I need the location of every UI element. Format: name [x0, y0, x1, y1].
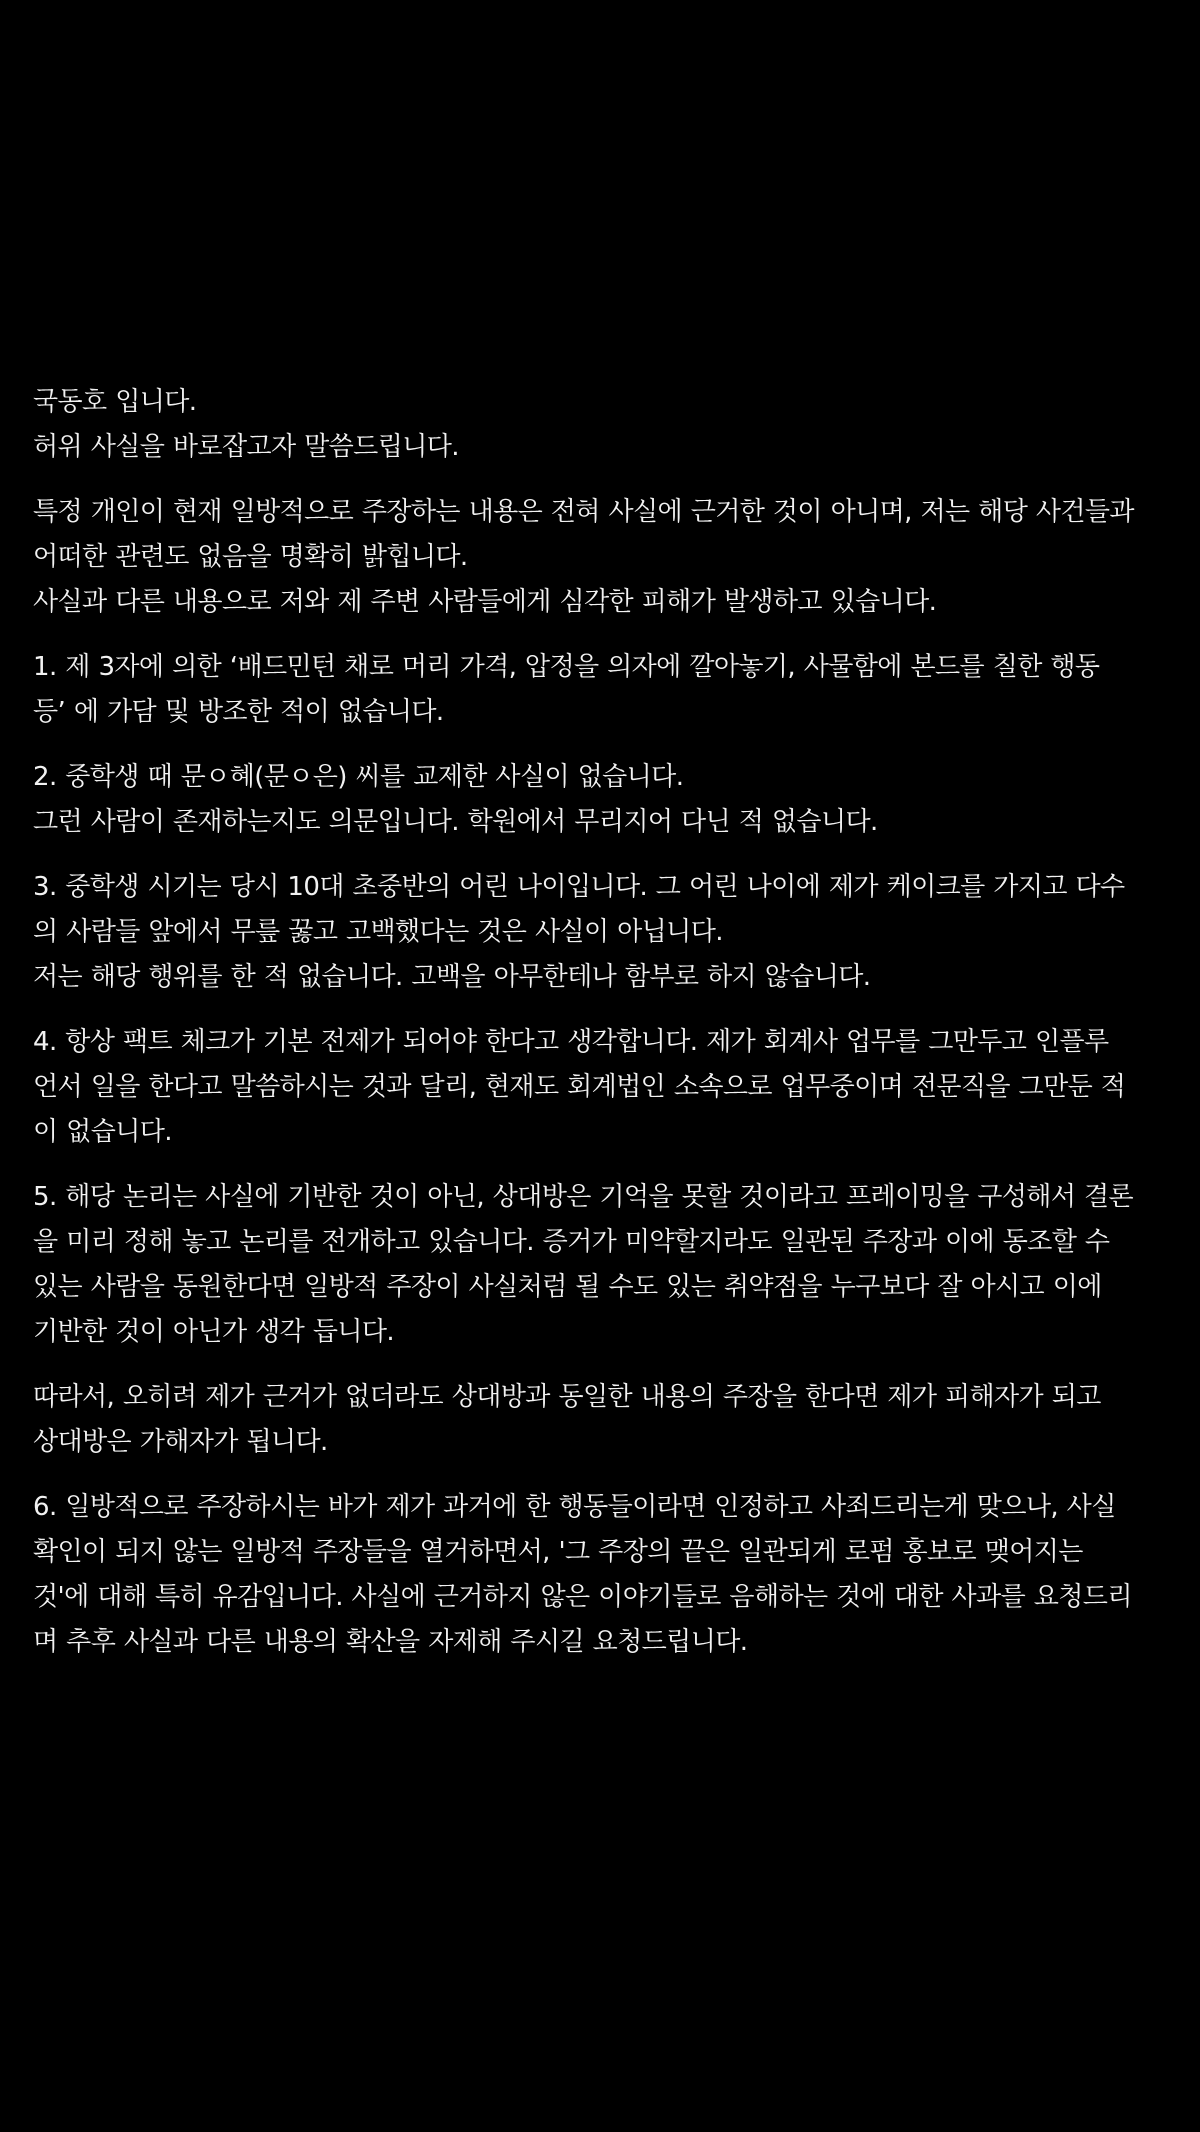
point-5-paragraph: [33, 1175, 1173, 1355]
text-line: 기반한 것이 아닌가 생각 듭니다.: [33, 1317, 395, 1347]
text-line: 6. 일방적으로 주장하시는 바가 제가 과거에 한 행동들이라면 인정하고 사죄드리는게 맞으나, 사실: [33, 1492, 1116, 1522]
text-line: 5. 해당 논리는 사실에 기반한 것이 아닌, 상대방은 기억을 못할 것이라고 프레이밍을 구성해서 결론: [33, 1182, 1134, 1212]
text-line: 국동호 입니다.: [33, 387, 197, 417]
point-4-paragraph: [33, 1020, 1173, 1155]
text-line: 그런 사람이 존재하는지도 의문입니다. 학원에서 무리지어 다닌 적 없습니다.: [33, 807, 878, 837]
text-line: 1. 제 3자에 의한 ‘배드민턴 채로 머리 가격, 압정을 의자에 깔아놓기, 사물함에 본드를 칠한 행동: [33, 652, 1100, 682]
conclusion-paragraph: [33, 1375, 1173, 1465]
text-line: 있는 사람을 동원한다면 일방적 주장이 사실처럼 될 수도 있는 취약점을 누구보다 잘 아시고 이에: [33, 1272, 1102, 1302]
summary-paragraph: [33, 490, 1173, 625]
text-line: 따라서, 오히려 제가 근거가 없더라도 상대방과 동일한 내용의 주장을 한다면 제가 피해자가 되고: [33, 1382, 1101, 1412]
text-line: 며 추후 사실과 다른 내용의 확산을 자제해 주시길 요청드립니다.: [33, 1627, 748, 1657]
text-line: 사실과 다른 내용으로 저와 제 주변 사람들에게 심각한 피해가 발생하고 있습니다.: [33, 587, 937, 617]
text-line: 3. 중학생 시기는 당시 10대 초중반의 어린 나이입니다. 그 어린 나이에 제가 케이크를 가지고 다수: [33, 872, 1125, 902]
text-line: 언서 일을 한다고 말씀하시는 것과 달리, 현재도 회계법인 소속으로 업무중이며 전문직을 그만둔 적: [33, 1072, 1126, 1102]
text-line: 2. 중학생 때 문ㅇ혜(문ㅇ은) 씨를 교제한 사실이 없습니다.: [33, 762, 684, 792]
point-6-paragraph: [33, 1485, 1173, 1665]
text-line: 저는 해당 행위를 한 적 없습니다. 고백을 아무한테나 함부로 하지 않습니다.: [33, 962, 871, 992]
intro-paragraph: [33, 380, 1173, 470]
text-line: 특정 개인이 현재 일방적으로 주장하는 내용은 전혀 사실에 근거한 것이 아니며, 저는 해당 사건들과: [33, 497, 1134, 527]
point-2-paragraph: [33, 755, 1173, 845]
text-line: 이 없습니다.: [33, 1117, 172, 1147]
text-line: 4. 항상 팩트 체크가 기본 전제가 되어야 한다고 생각합니다. 제가 회계사 업무를 그만두고 인플루: [33, 1027, 1109, 1057]
text-line: 확인이 되지 않는 일방적 주장들을 열거하면서, '그 주장의 끝은 일관되게 로펌 홍보로 맺어지는: [33, 1537, 1083, 1567]
statement-document: [33, 380, 1173, 1665]
text-line: 상대방은 가해자가 됩니다.: [33, 1427, 328, 1457]
text-line: 등’ 에 가담 및 방조한 적이 없습니다.: [33, 697, 444, 727]
point-3-paragraph: [33, 865, 1173, 1000]
text-line: 을 미리 정해 놓고 논리를 전개하고 있습니다. 증거가 미약할지라도 일관된 주장과 이에 동조할 수: [33, 1227, 1110, 1257]
text-line: 의 사람들 앞에서 무릎 꿇고 고백했다는 것은 사실이 아닙니다.: [33, 917, 723, 947]
text-line: 허위 사실을 바로잡고자 말씀드립니다.: [33, 432, 459, 462]
text-line: 것'에 대해 특히 유감입니다. 사실에 근거하지 않은 이야기들로 음해하는 것에 대한 사과를 요청드리: [33, 1582, 1132, 1612]
text-line: 어떠한 관련도 없음을 명확히 밝힙니다.: [33, 542, 468, 572]
point-1-paragraph: [33, 645, 1173, 735]
